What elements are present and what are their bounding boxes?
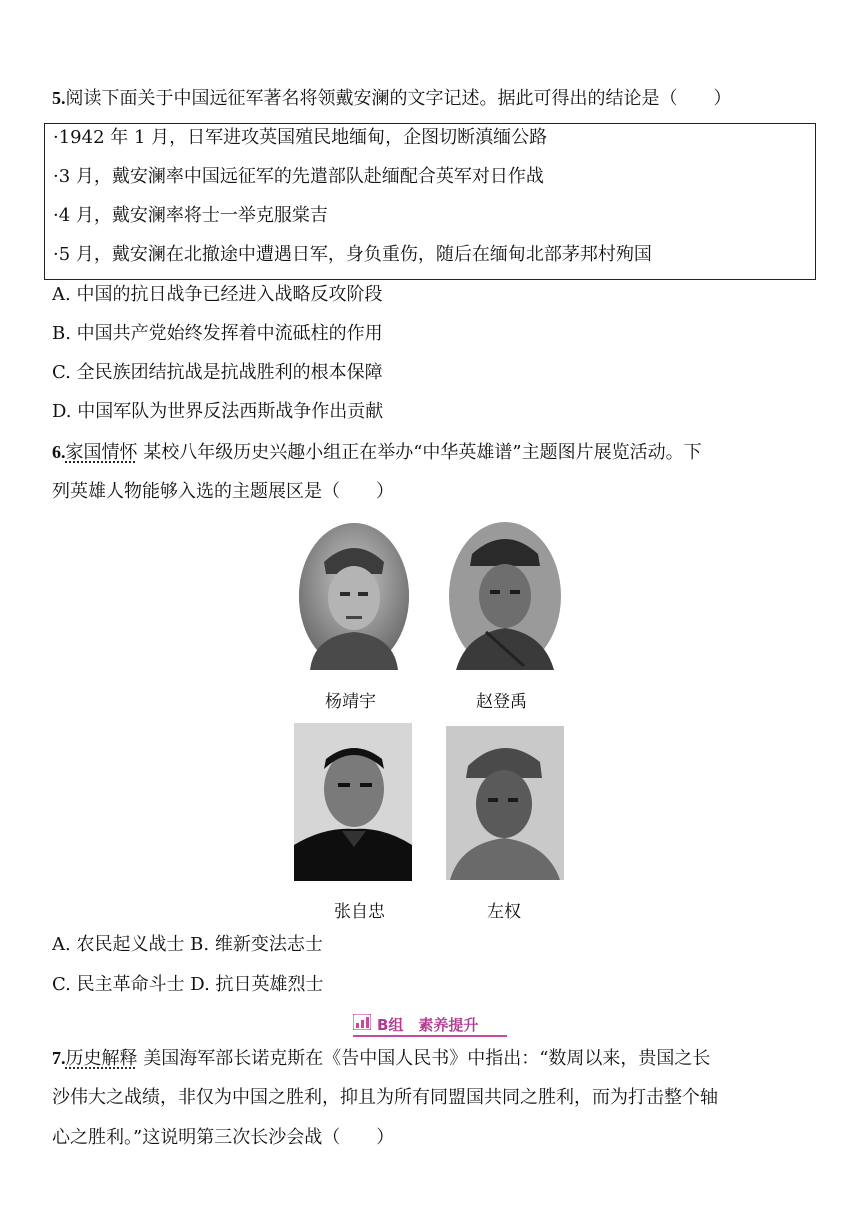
caption-zhao-dengyu: 赵登禹 — [476, 692, 527, 712]
q5-material-box — [44, 123, 816, 280]
q5-box-line: ·4 月，戴安澜率将士一举克服棠吉 — [53, 205, 328, 226]
q5-option-a[interactable]: A. 中国的抗日战争已经进入战略反攻阶段 — [52, 284, 383, 305]
caption-zuo-quan: 左权 — [487, 902, 521, 922]
q6-number: 6. — [52, 442, 66, 462]
q5-option-d[interactable]: D. 中国军队为世界反法西斯战争作出贡献 — [52, 401, 384, 422]
q5-box-line: ·3 月，戴安澜率中国远征军的先遣部队赴缅配合英军对日作战 — [53, 166, 544, 187]
q5-stem — [52, 86, 732, 111]
q5-box-line: ·1942 年 1 月，日军进攻英国殖民地缅甸，企图切断滇缅公路 — [53, 127, 548, 148]
caption-zhang-zizhong: 张自忠 — [334, 902, 385, 922]
caption-yang-jingyu: 杨靖宇 — [325, 692, 376, 712]
q7-line3: 心之胜利。”这说明第三次长沙会战（ ） — [52, 1127, 395, 1148]
q7-number: 7. — [52, 1048, 66, 1068]
portrait-zhao-dengyu — [446, 516, 564, 672]
q6-stem — [52, 440, 702, 465]
q6-stem-line2: 列英雄人物能够入选的主题展区是（ ） — [52, 481, 394, 502]
q7-stem — [52, 1046, 710, 1071]
q5-option-c[interactable]: C. 全民族团结抗战是抗战胜利的根本保障 — [52, 362, 383, 383]
q5-number: 5. — [52, 88, 66, 108]
q5-stem-text: 阅读下面关于中国远征军著名将领戴安澜的文字记述。据此可得出的结论是（ ） — [65, 88, 732, 109]
q7-line2: 沙伟大之战绩，非仅为中国之胜利，抑且为所有同盟国共同之胜利，而为打击整个轴 — [52, 1087, 718, 1108]
q7-tag: 历史解释 — [65, 1048, 138, 1069]
section-b-heading — [353, 1013, 507, 1037]
q6-tag: 家国情怀 — [65, 442, 138, 463]
portrait-zuo-quan — [446, 726, 564, 880]
q6-options-ab[interactable]: A. 农民起义战士 B. 维新变法志士 — [52, 934, 323, 955]
bar-chart-icon — [353, 1014, 371, 1034]
q5-option-b[interactable]: B. 中国共产党始终发挥着中流砥柱的作用 — [52, 323, 383, 344]
q6-options-cd[interactable]: C. 民主革命斗士 D. 抗日英雄烈士 — [52, 974, 324, 995]
portrait-zhang-zizhong — [294, 723, 412, 881]
q5-box-line: ·5 月，戴安澜在北撤途中遭遇日军，身负重伤，随后在缅甸北部茅邦村殉国 — [53, 244, 652, 265]
portrait-yang-jingyu — [296, 520, 412, 672]
q7-line1: 美国海军部长诺克斯在《告中国人民书》中指出：“数周以来，贵国之长 — [143, 1048, 711, 1069]
q6-stem-line1: 某校八年级历史兴趣小组正在举办“中华英雄谱”主题图片展览活动。下 — [143, 442, 702, 463]
section-b-label: B组 素养提升 — [377, 1015, 479, 1034]
